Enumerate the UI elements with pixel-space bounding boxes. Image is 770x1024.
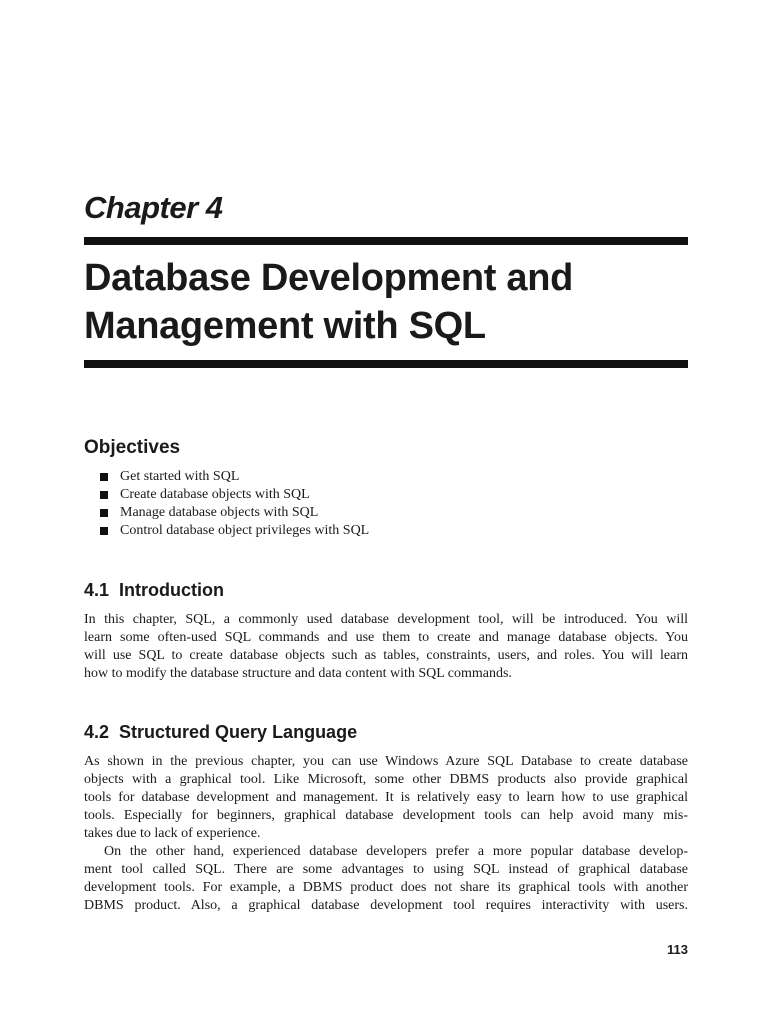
list-item (100, 486, 369, 504)
page-number: 113 (667, 942, 688, 957)
chapter-title (84, 254, 688, 350)
square-bullet-icon (100, 509, 108, 517)
text-line: In this chapter, SQL, a commonly used database development tool, will be introduced. You will (84, 612, 688, 627)
section-heading-structured-query-language (84, 722, 357, 743)
list-item (100, 468, 369, 486)
text-line: tools. Especially for beginners, graphical database development tools can help avoid many mis- (84, 808, 688, 823)
objectives-heading: Objectives (84, 437, 181, 458)
text-line: On the other hand, experienced database developers prefer a more popular database develop- (104, 844, 688, 859)
text-line: will use SQL to create database objects such as tables, constraints, users, and roles. You will learn (84, 648, 688, 663)
chapter-label: Chapter 4 (84, 190, 223, 225)
square-bullet-icon (100, 527, 108, 535)
section-title: Introduction (119, 580, 225, 600)
section-heading-introduction (84, 580, 224, 601)
section-title: Structured Query Language (119, 722, 358, 742)
introduction-paragraph (84, 611, 688, 683)
objective-text: Control database object privileges with SQL (120, 523, 370, 538)
sql-paragraph-1 (84, 753, 688, 843)
top-rule (84, 237, 688, 245)
chapter-title-line: Database Development and (84, 257, 574, 299)
text-line: development tools. For example, a DBMS product does not share its graphical tools with another (84, 880, 688, 895)
bottom-rule (84, 360, 688, 368)
text-line: ment tool called SQL. There are some advantages to using SQL instead of graphical database (84, 862, 688, 877)
section-number: 4.2 (84, 722, 110, 742)
text-line: As shown in the previous chapter, you can use Windows Azure SQL Database to create database (84, 754, 688, 769)
objective-text: Get started with SQL (120, 469, 240, 484)
square-bullet-icon (100, 491, 108, 499)
chapter-title-line: Management with SQL (84, 305, 486, 347)
objective-text: Manage database objects with SQL (120, 505, 319, 520)
section-number: 4.1 (84, 580, 110, 600)
text-line: learn some often-used SQL commands and use them to create and manage database objects. You (84, 630, 688, 645)
text-line: tools for database development and management. It is relatively easy to learn how to use graphical (84, 790, 688, 805)
text-line: how to modify the database structure and data content with SQL commands. (84, 666, 512, 681)
text-line: takes due to lack of experience. (84, 826, 261, 841)
list-item (100, 504, 369, 522)
square-bullet-icon (100, 473, 108, 481)
text-line: DBMS product. Also, a graphical database development tool requires interactivity with users. (84, 898, 688, 913)
objectives-list (100, 468, 369, 540)
text-line: objects with a graphical tool. Like Microsoft, some other DBMS products also provide graphical (84, 772, 688, 787)
objective-text: Create database objects with SQL (120, 487, 310, 502)
list-item (100, 522, 369, 540)
sql-paragraph-2 (84, 843, 688, 915)
